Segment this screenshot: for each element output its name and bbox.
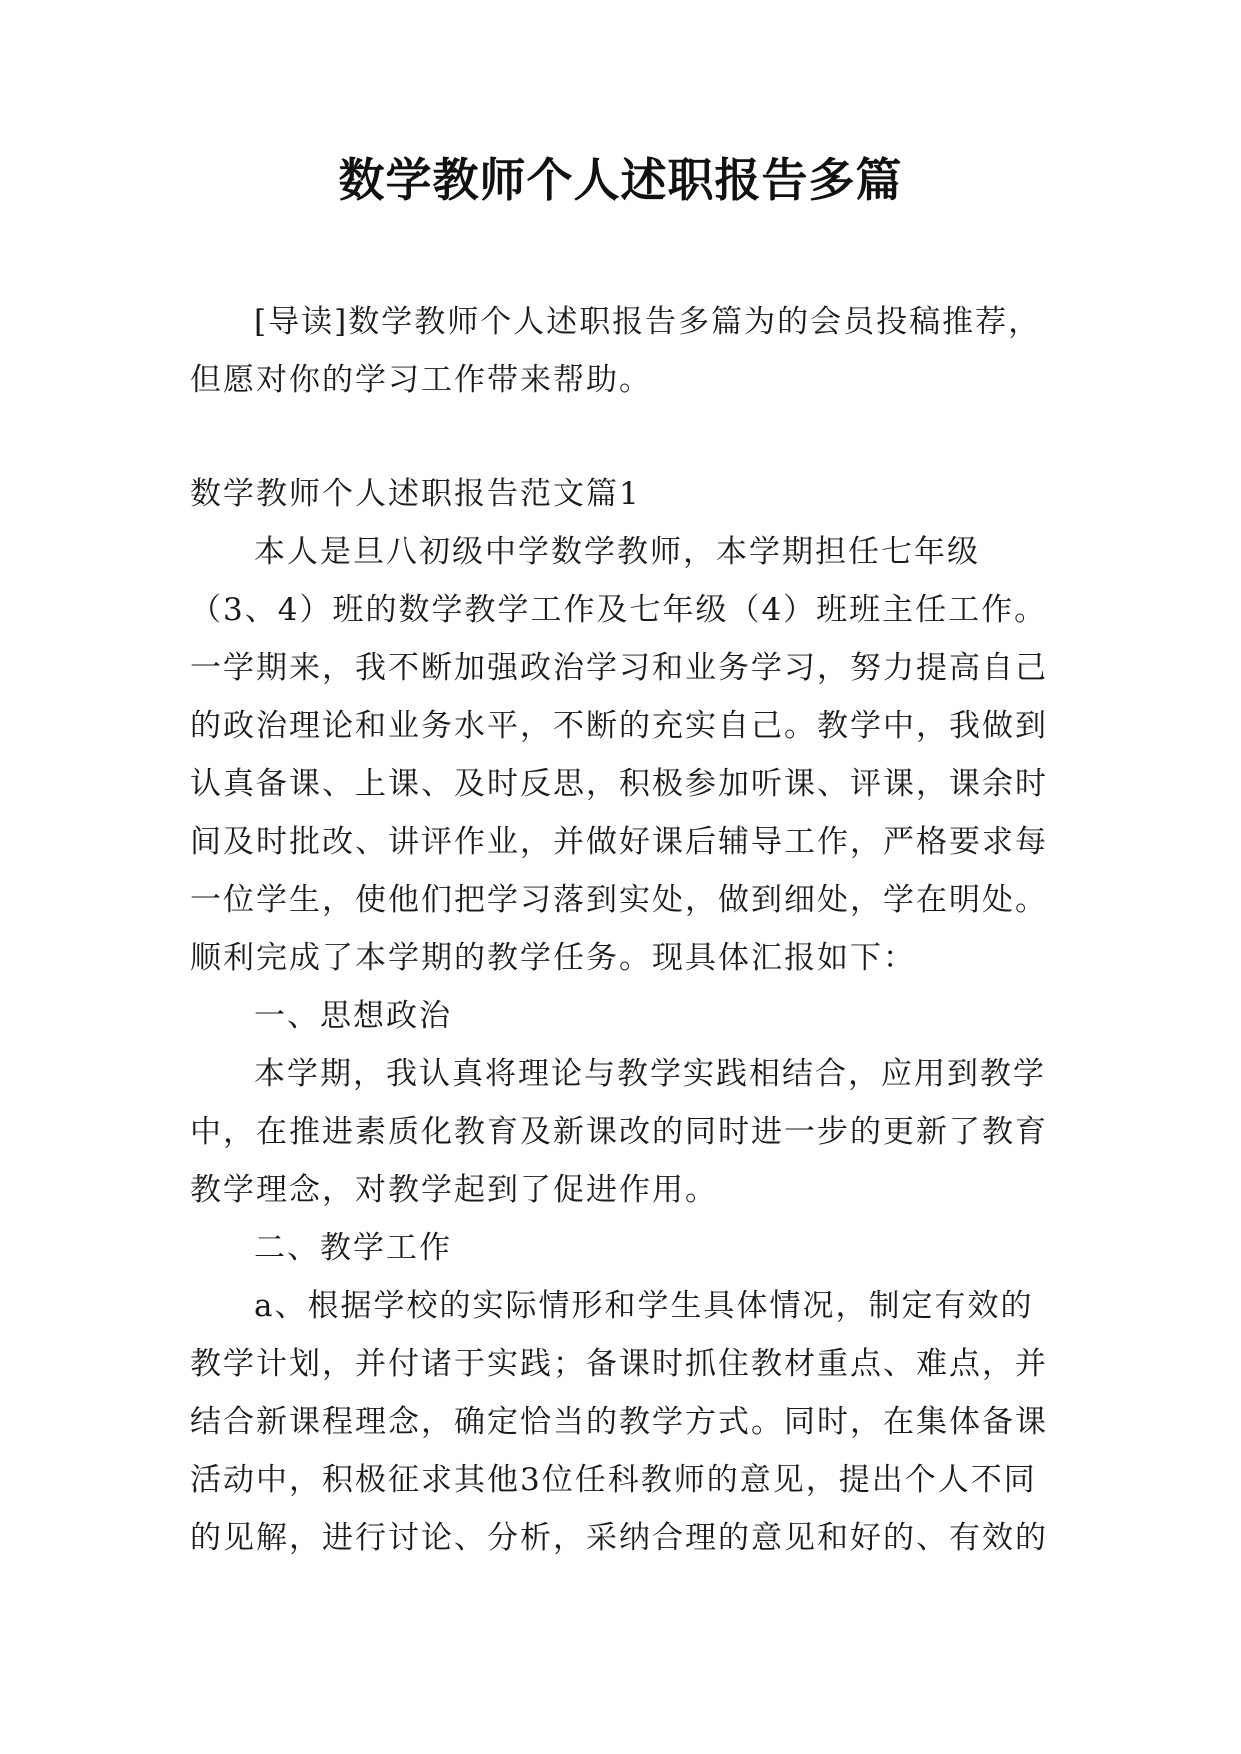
section-heading-thought: 一、思想政治	[254, 998, 452, 1034]
intro-block	[190, 293, 1060, 409]
body-paragraph: a、根据学校的实际情形和学生具体情况，制定有效的教学计划，并付诸于实践；备课时抓住教材重点、难点，并结合新课程理念，确定恰当的教学方式。同时，在集体备课活动中，积极征求其他3位任科教师的意见，提出个人不同的见解，进行讨论、分析，采纳合理的意见和好的、有效的	[190, 1288, 1048, 1556]
intro-paragraph: [导读]数学教师个人述职报告多篇为的会员投稿推荐，但愿对你的学习工作带来帮助。	[190, 304, 1042, 398]
document-title: 数学教师个人述职报告多篇	[338, 153, 903, 207]
body-paragraph: 本学期，我认真将理论与教学实践相结合，应用到教学中，在推进素质化教育及新课改的同时进一步的更新了教育教学理念，对教学起到了促进作用。	[190, 1056, 1048, 1208]
section-heading-teaching: 二、教学工作	[254, 1230, 452, 1266]
body-paragraph: 本人是旦八初级中学数学教师，本学期担任七年级（3、4）班的数学教学工作及七年级（4）班班主任工作。一学期来，我不断加强政治学习和业务学习，努力提高自己的政治理论和业务水平，不断的充实自己。教学中，我做到认真备课、上课、及时反思，积极参加听课、评课，课余时间及时批改、讲评作业，并做好课后辅导工作，严格要求每一位学生，使他们把学习落到实处，做到细处，学在明处。顺利完成了本学期的教学任务。现具体汇报如下：	[190, 534, 1048, 976]
document-body	[190, 465, 1060, 1567]
section-title: 数学教师个人述职报告范文篇1	[190, 476, 641, 512]
